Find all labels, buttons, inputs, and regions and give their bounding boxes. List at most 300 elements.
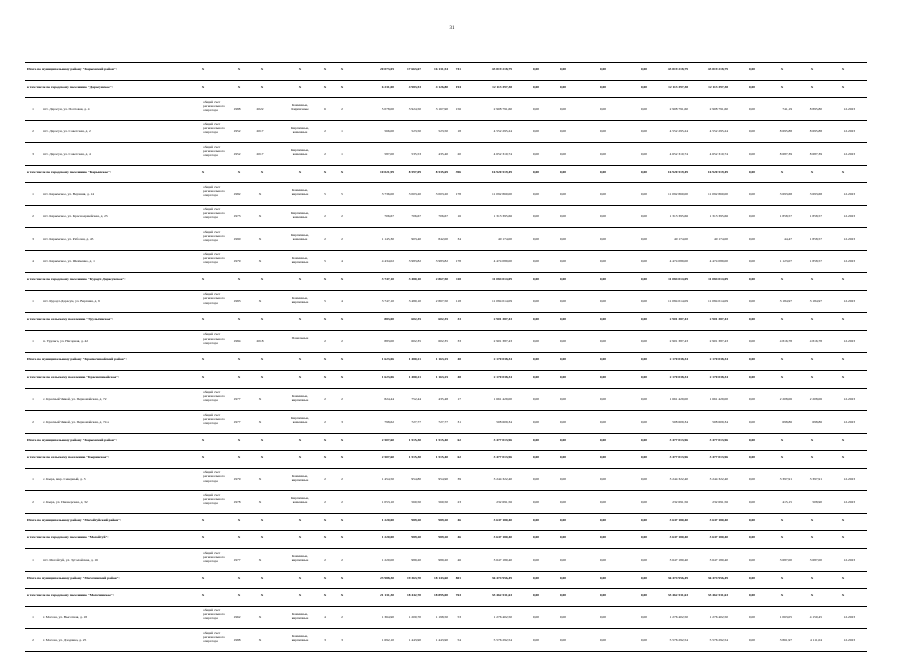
cell-z2: 0,00 — [559, 419, 566, 424]
fund-method-line: общий счет — [203, 184, 221, 189]
fund-method-line: общий счет — [203, 99, 221, 104]
cell-cost: 4 652 310,74 — [493, 151, 512, 156]
summary-cell: 17 663,67 — [407, 67, 421, 71]
cell-c1: 3 244 322,40 — [669, 477, 688, 482]
summary-cell: 0,00 — [559, 67, 566, 71]
fund-method-line: регионального — [203, 496, 225, 501]
summary-cell: X — [237, 535, 241, 540]
cell-num: 2 — [32, 499, 34, 504]
fund-method — [203, 390, 225, 402]
cell-addr: пгт. Могойтуй, ул. Зугалайская, д. 16 — [43, 557, 98, 562]
summary-cell: X — [260, 169, 264, 174]
wall-material-line: Каменные, — [291, 473, 309, 478]
cell-a1: 587,00 — [384, 151, 394, 156]
fund-method-line: регионального — [203, 416, 225, 421]
summary-cell: X — [298, 277, 302, 282]
fund-method-line: регионального — [203, 103, 225, 108]
cell-cost: 11 084 014,09 — [492, 299, 512, 304]
cell-people: 156 — [455, 106, 461, 111]
cell-a2: 706,67 — [411, 214, 421, 219]
cell-y2: X — [258, 499, 262, 504]
cell-z2: 0,00 — [559, 236, 566, 241]
summary-cell: X — [340, 317, 344, 322]
cell-fl: 2 — [324, 214, 326, 219]
wall-material-line: каменные — [292, 152, 308, 157]
summary-cell: 0,00 — [748, 437, 755, 442]
wall-material-line: Кирпичные, — [290, 210, 310, 215]
cell-z4: 0,00 — [640, 615, 647, 620]
summary-cell: X — [810, 517, 814, 522]
cell-z4: 0,00 — [640, 191, 647, 196]
summary-title: Итого по муниципальному району "Могойтуйский район": — [27, 517, 122, 522]
cell-u2: 1 858,57 — [809, 259, 822, 264]
summary-title: в том числе по городскому поселению "Могойтуй": — [27, 535, 109, 540]
summary-cell: X — [237, 593, 241, 598]
summary-cell: 0,00 — [748, 455, 755, 460]
cell-u1: 8 687,39 — [779, 151, 792, 156]
summary-cell: X — [237, 67, 241, 71]
summary-cell: 0,00 — [748, 593, 755, 598]
summary-cell: 16 920 519,49 — [707, 169, 728, 174]
summary-cell: X — [260, 437, 264, 442]
summary-cell: X — [810, 575, 814, 580]
summary-cell: 46 — [457, 517, 461, 522]
summary-cell: X — [323, 169, 327, 174]
cell-a1: 1 454,50 — [381, 477, 394, 482]
cell-c2: 1 661 429,00 — [709, 397, 728, 402]
summary-row — [25, 451, 867, 469]
summary-cell: 0,00 — [599, 593, 606, 598]
summary-cell: 3 477 013,96 — [493, 455, 512, 460]
cell-num: 2 — [32, 419, 34, 424]
cell-y1: 1977 — [233, 419, 241, 424]
summary-cell: X — [780, 357, 784, 362]
fund-method-line: регионального — [203, 394, 225, 399]
cell-c2: 4 652 310,74 — [709, 151, 728, 156]
cell-a1: 1 692,10 — [381, 637, 394, 642]
cell-a3: 3 003,20 — [435, 191, 448, 196]
summary-cell: X — [298, 84, 302, 89]
fund-method-line: оператора — [203, 237, 218, 242]
cell-z3: 0,00 — [599, 419, 606, 424]
summary-cell: 36 474 956,49 — [707, 575, 728, 580]
fund-method — [203, 145, 225, 157]
summary-cell: 0,00 — [599, 169, 606, 174]
summary-cell: 43 819 218,79 — [667, 67, 688, 71]
summary-cell: 0,00 — [532, 517, 539, 522]
cell-y2: X — [258, 236, 262, 241]
summary-cell: 3 477 013,96 — [669, 437, 688, 442]
cell-z2: 0,00 — [559, 477, 566, 482]
cell-fl: 2 — [324, 499, 326, 504]
summary-cell: X — [323, 375, 327, 380]
summary-cell: X — [323, 84, 327, 89]
fund-method — [203, 292, 225, 304]
cell-en: 3 — [341, 419, 343, 424]
cell-a1: 1 053,10 — [381, 499, 394, 504]
summary-cell: 48 — [457, 357, 461, 362]
fund-method-line: оператора — [203, 398, 218, 403]
cell-z1: 0,00 — [532, 477, 539, 482]
wall-material — [283, 126, 317, 134]
cell-en: 4 — [341, 259, 343, 264]
cell-z3: 0,00 — [599, 259, 606, 264]
summary-cell: 0,00 — [559, 437, 566, 442]
summary-cell: X — [841, 357, 845, 362]
wall-material — [283, 634, 317, 642]
cell-y2: X — [258, 259, 262, 264]
summary-cell: 0,00 — [532, 169, 539, 174]
summary-cell: X — [237, 517, 241, 522]
cell-a3: 3 167,90 — [435, 106, 448, 111]
fund-method — [203, 207, 225, 219]
summary-cell: X — [237, 357, 241, 362]
fund-method — [203, 122, 225, 134]
summary-cell: X — [323, 593, 327, 598]
cell-c2: 3 647 180,40 — [709, 557, 728, 562]
cell-z1: 0,00 — [532, 637, 539, 642]
cell-a1: 1 145,30 — [381, 236, 394, 241]
summary-cell: X — [841, 517, 845, 522]
summary-cell: X — [780, 67, 784, 71]
summary-cell: 0,00 — [559, 375, 566, 380]
fund-method-line: оператора — [203, 478, 218, 483]
cell-people: 17 — [457, 397, 461, 402]
summary-cell: X — [780, 84, 784, 89]
cell-date: 12.2023 — [843, 106, 855, 111]
summary-cell: 0,00 — [532, 67, 539, 71]
summary-cell: 16 920 519,49 — [491, 169, 512, 174]
cell-date: 12.2023 — [843, 236, 855, 241]
cell-fl: 2 — [324, 129, 326, 134]
summary-cell: 602,35 — [411, 317, 421, 322]
fund-method — [203, 100, 225, 112]
cell-z5: 0,00 — [748, 477, 755, 482]
cell-date: 12.2023 — [843, 191, 855, 196]
summary-cell: 0,00 — [559, 277, 566, 282]
page-number: 31 — [449, 26, 455, 31]
cell-u2: 3 397,91 — [809, 477, 822, 482]
wall-material-line: кирпичные — [291, 259, 309, 264]
wall-material-line: Панельные — [291, 335, 309, 340]
cell-u1: 3 693,68 — [779, 191, 792, 196]
cell-z4: 0,00 — [640, 397, 647, 402]
cell-num: 1 — [32, 106, 34, 111]
summary-cell: X — [810, 375, 814, 380]
cell-u2: 4 816,78 — [809, 339, 822, 344]
summary-cell: 0,00 — [640, 517, 647, 522]
cell-u1: 3 184,97 — [779, 299, 792, 304]
cell-z1: 0,00 — [532, 129, 539, 134]
wall-material-line: каменные — [292, 214, 308, 219]
summary-cell: 0,00 — [640, 375, 647, 380]
fund-method-line: регионального — [203, 296, 225, 301]
table-row — [25, 629, 867, 652]
summary-cell: X — [340, 455, 344, 460]
cell-c2: 2 908 791,60 — [709, 106, 728, 111]
cell-a2: 1 443,90 — [408, 637, 421, 642]
summary-cell: 0,00 — [559, 84, 566, 89]
summary-cell: X — [260, 84, 264, 89]
fund-method-line: общий счет — [203, 332, 221, 337]
table-row — [25, 121, 867, 144]
summary-cell: 2 170 038,34 — [493, 357, 512, 362]
summary-title: Итого по муниципальному району "Красночикойский район": — [27, 357, 127, 362]
cell-people: 16 — [457, 214, 461, 219]
summary-cell: X — [201, 437, 205, 442]
cell-c1: 5 576 292,54 — [669, 637, 688, 642]
cell-z1: 0,00 — [532, 339, 539, 344]
summary-cell: X — [340, 517, 344, 522]
fund-method-line: общий счет — [203, 252, 221, 257]
cell-a2: 3 003,20 — [408, 191, 421, 196]
summary-cell: 0,00 — [748, 67, 755, 71]
cell-u1: 3 687,00 — [779, 557, 792, 562]
cell-y1: 1977 — [233, 557, 241, 562]
fund-method-line: регионального — [203, 233, 225, 238]
wall-material-line: каменные — [292, 500, 308, 505]
fund-method — [203, 551, 225, 563]
cell-z1: 0,00 — [532, 106, 539, 111]
fund-method-line: регионального — [203, 554, 225, 559]
cell-cost: 2 908 791,60 — [493, 106, 512, 111]
summary-cell: 16 131,54 — [434, 67, 448, 71]
fund-method — [203, 608, 225, 620]
table-row — [25, 411, 867, 434]
summary-cell: 1 220,00 — [381, 535, 394, 540]
cell-z4: 0,00 — [640, 106, 647, 111]
summary-cell: 0,00 — [532, 535, 539, 540]
summary-cell: X — [841, 169, 845, 174]
fund-method-line: регионального — [203, 148, 225, 153]
summary-cell: 33 462 531,63 — [667, 593, 688, 598]
summary-cell: 0,00 — [748, 169, 755, 174]
summary-cell: 883,00 — [384, 317, 394, 322]
cell-z2: 0,00 — [559, 191, 566, 196]
cell-a2: 903,40 — [411, 236, 421, 241]
cell-people: 53 — [457, 615, 461, 620]
cell-en: 5 — [341, 191, 343, 196]
cell-addr: пгт. Карымское, ул. Верхняя, д. 14 — [43, 191, 95, 196]
cell-u1: 2 208,06 — [779, 397, 792, 402]
summary-cell: 0,00 — [559, 517, 566, 522]
summary-cell: 0,00 — [599, 455, 606, 460]
cell-people: 33 — [457, 339, 461, 344]
cell-addr: пгт. Дарасун, ул. Советская, д. 4 — [43, 151, 91, 156]
summary-cell: 43 819 218,79 — [707, 67, 728, 71]
cell-y2: X — [258, 615, 262, 620]
cell-z5: 0,00 — [748, 191, 755, 196]
cell-z1: 0,00 — [532, 236, 539, 241]
summary-cell: 3 647 180,40 — [669, 517, 688, 522]
table-row — [25, 206, 867, 229]
summary-cell: 3 477 013,96 — [669, 455, 688, 460]
wall-material-line: Каменные, — [291, 103, 309, 108]
summary-cell: X — [237, 575, 241, 580]
summary-cell: 2 170 038,34 — [669, 357, 688, 362]
summary-cell: X — [201, 517, 205, 522]
cell-u1: 415,15 — [782, 499, 792, 504]
summary-row — [25, 81, 867, 99]
cell-u1: 1 123,07 — [779, 259, 792, 264]
summary-cell: X — [237, 375, 241, 380]
fund-method-line: общий счет — [203, 608, 221, 613]
summary-cell: 0,00 — [532, 375, 539, 380]
cell-y2: X — [258, 557, 262, 562]
wall-material-line: Каменные, — [291, 554, 309, 559]
cell-date: 12.2023 — [843, 397, 855, 402]
summary-cell: X — [780, 455, 784, 460]
summary-cell: X — [323, 357, 327, 362]
summary-cell: X — [841, 437, 845, 442]
fund-method-line: оператора — [203, 152, 218, 157]
cell-z2: 0,00 — [559, 339, 566, 344]
capital-repair-table — [25, 62, 867, 652]
fund-method-line: оператора — [203, 420, 218, 425]
cell-cost: 4 474 089,00 — [493, 259, 512, 264]
fund-method — [203, 470, 225, 482]
summary-cell: X — [298, 455, 302, 460]
cell-c1: 1 276 402,50 — [669, 615, 688, 620]
cell-z1: 0,00 — [532, 615, 539, 620]
cell-c2: 508 609,34 — [712, 419, 728, 424]
summary-cell: X — [323, 437, 327, 442]
cell-a1: 1 220,00 — [381, 557, 394, 562]
cell-date: 12.2023 — [843, 214, 855, 219]
cell-cost: 3 244 322,40 — [493, 477, 512, 482]
summary-cell: 1 220,00 — [381, 517, 394, 522]
cell-a2: 3 983,82 — [408, 259, 421, 264]
summary-cell: 1 163,25 — [435, 375, 448, 380]
summary-cell: X — [260, 317, 264, 322]
fund-method-line: общий счет — [203, 207, 221, 212]
cell-u1: 8 695,88 — [779, 129, 792, 134]
summary-title: Итого по муниципальному району "Карымский район": — [27, 437, 117, 442]
cell-a3: 727,77 — [438, 419, 448, 424]
summary-cell: 0,00 — [559, 169, 566, 174]
cell-u2: 508,90 — [812, 499, 822, 504]
cell-fl: 6 — [324, 106, 326, 111]
summary-cell: 8 535,69 — [435, 169, 448, 174]
cell-a2: 602,35 — [411, 339, 421, 344]
cell-cost: 1 313 395,66 — [493, 214, 512, 219]
cell-num: 1 — [32, 299, 34, 304]
cell-num: 1 — [32, 557, 34, 562]
summary-cell: 4 983,53 — [408, 84, 421, 89]
cell-people: 54 — [457, 637, 461, 642]
summary-cell: X — [201, 357, 205, 362]
cell-y1: 1952 — [233, 129, 241, 134]
cell-u1: 1 063,05 — [779, 615, 792, 620]
summary-cell: X — [780, 169, 784, 174]
summary-cell: 1 515,30 — [408, 437, 421, 442]
wall-material-line: Кирпичные, — [290, 148, 310, 153]
cell-date: 12.2023 — [843, 129, 855, 134]
summary-cell: X — [323, 535, 327, 540]
fund-method-line: оператора — [203, 192, 218, 197]
summary-cell: X — [810, 67, 814, 71]
summary-cell: 0,00 — [640, 357, 647, 362]
summary-cell: 12 113 397,38 — [492, 84, 512, 89]
cell-c1: 11 084 014,09 — [668, 299, 688, 304]
cell-date: 12.2023 — [843, 151, 855, 156]
summary-cell: 0,00 — [559, 317, 566, 322]
cell-c1: 508 609,34 — [672, 419, 688, 424]
summary-cell: 989,20 — [438, 517, 448, 522]
cell-en: 4 — [341, 299, 343, 304]
cell-z2: 0,00 — [559, 615, 566, 620]
summary-cell: 3 647 180,40 — [493, 535, 512, 540]
summary-cell: X — [298, 593, 302, 598]
cell-fl: 3 — [324, 637, 326, 642]
summary-cell: 16 920 519,49 — [667, 169, 688, 174]
cell-addr: пгт. Курорт-Дарасун, ул. Верхняя, д. 9 — [43, 299, 100, 304]
cell-people: 39 — [457, 477, 461, 482]
cell-z5: 0,00 — [748, 615, 755, 620]
cell-fl: 2 — [324, 477, 326, 482]
summary-cell: 12 113 397,38 — [708, 84, 728, 89]
cell-a3: 989,20 — [438, 557, 448, 562]
summary-cell: 33 462 531,63 — [707, 593, 728, 598]
cell-c1: 4 652 310,74 — [669, 151, 688, 156]
cell-en: 1 — [341, 151, 343, 156]
cell-z2: 0,00 — [559, 637, 566, 642]
table-row — [25, 183, 867, 206]
cell-z1: 0,00 — [532, 214, 539, 219]
cell-c2: 4 552 295,24 — [709, 129, 728, 134]
cell-z1: 0,00 — [532, 299, 539, 304]
summary-row — [25, 313, 867, 331]
fund-method-line: общий счет — [203, 550, 221, 555]
cell-cost: 508 609,34 — [496, 419, 512, 424]
cell-z5: 0,00 — [748, 637, 755, 642]
summary-cell: 18 895,00 — [434, 593, 448, 598]
cell-a1: 3 747,10 — [381, 299, 394, 304]
wall-material — [283, 336, 317, 340]
cell-z1: 0,00 — [532, 259, 539, 264]
summary-row — [25, 166, 867, 184]
cell-num: 3 — [32, 151, 34, 156]
summary-cell: X — [260, 277, 264, 282]
summary-cell: X — [260, 593, 264, 598]
fund-method-line: общий счет — [203, 144, 221, 149]
cell-addr: с. Кыра, мкр. Северный, д. 3 — [43, 477, 86, 482]
wall-material-line: кирпичные — [291, 558, 309, 563]
summary-cell: X — [201, 455, 205, 460]
summary-cell: X — [201, 84, 205, 89]
summary-title: в том числе по сельскому поселению "Красночикойское": — [27, 375, 120, 380]
cell-u2: 1 858,57 — [809, 214, 822, 219]
cell-addr: с. Кыра, ул. Пионерская, д. 32 — [43, 499, 88, 504]
cell-y2: X — [258, 397, 262, 402]
cell-a2: 523,50 — [411, 129, 421, 134]
cell-people: 20 — [457, 151, 461, 156]
summary-cell: X — [298, 437, 302, 442]
cell-addr: г. Могоча, ул. Высотная, д. 18 — [43, 615, 88, 620]
cell-a2: 3 480,10 — [408, 299, 421, 304]
cell-a3: 560,50 — [438, 499, 448, 504]
cell-cost: 232 691,56 — [496, 499, 512, 504]
summary-cell: 19 363,70 — [407, 575, 421, 580]
cell-y1: 1978 — [233, 499, 241, 504]
cell-c1: 11 092 860,00 — [668, 191, 688, 196]
fund-method-line: регионального — [203, 336, 225, 341]
summary-row — [25, 572, 867, 590]
wall-material-line: кирпичные — [291, 638, 309, 643]
summary-cell: X — [780, 375, 784, 380]
cell-z4: 0,00 — [640, 557, 647, 562]
wall-material-line: Каменные, — [291, 255, 309, 260]
